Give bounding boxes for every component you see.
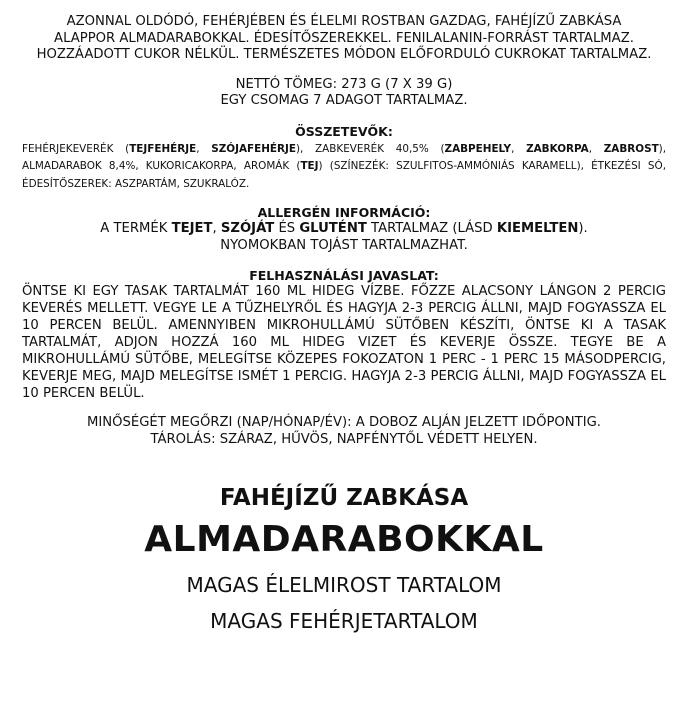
allergen-highlight: ZABPEHELY [444,142,512,155]
ingredients-text: FEHÉRJEKEVERÉK (TEJFEHÉRJE, SZÓJAFEHÉRJE), ZABKEVERÉK 40,5% (ZABPEHELY, ZABKORPA, ZABROST), ALMADARABOK 8,4%, KUKORICAKORPA, AROMÁK (TEJ) (SZÍNEZÉK: SZULFITOS-AMMÓNIÁS KARAMELL), ÉTKEZÉSI SÓ, ÉDESÍTŐSZEREK: ASZPARTÁM, SZUKRALÓZ. [22,142,667,190]
usage-text: ÖNTSE KI EGY TASAK TARTALMÁT 160 ML HIDEG VÍZBE. FŐZZE ALACSONY LÁNGON 2 PERCIG KEVERÉS MELLETT. VEGYE LE A TŰZHELYRŐL ÉS HAGYJA 2-3 PERCIG ÁLLNI, MAJD FOGYASSZA EL 10 PERCEN BELÜL. AMENNYIBEN MIKROHULLÁMÚ SÜTŐBEN KÉSZÍTI, ÖNTSE KI A TASAK TARTALMÁT, ADJON HOZZÁ 160 ML HIDEG VIZET ÉS KEVERJE ÖSSZE. TEGYE BE A MIKROHULLÁMÚ SÜTŐBE, MELEGÍTSE KÖZEPES FOKOZATON 1 PERC - 1 PERC 15 MÁSODPERCIG, KEVERJE MEG, MAJD MELEGÍTSE ISMÉT 1 PERCIG. HAGYJA 2-3 PERCIG ÁLLNI, MAJD FOGYASSZA EL 10 PERCEN BELÜL. [22,284,666,401]
allergen-highlight: TEJ [300,160,319,172]
net-weight-line: NETTÓ TÖMEG: 273 G (7 X 39 G) [235,76,453,92]
usage-title: FELHASZNÁLÁSI JAVASLAT: [249,268,439,283]
allergen-highlight: ZABKORPA [526,142,589,155]
fiber-claim: MAGAS ÉLELMIROST TARTALOM [186,573,502,597]
storage-info [22,414,666,448]
portion-count-line: EGY CSOMAG 7 ADAGOT TARTALMAZ. [220,93,468,108]
product-label [22,14,666,634]
protein-claim: MAGAS FEHÉRJETARTALOM [210,609,478,633]
allergen-info [22,220,666,254]
allergen-highlight: KIEMELTEN [496,221,579,236]
description-line: AZONNAL OLDÓDÓ, FEHÉRJÉBEN ÉS ÉLELMI ROSTBAN GAZDAG, FAHÉJÍZŰ ZABKÁSA [66,14,622,29]
allergen-highlight: ZABROST [603,142,659,155]
allergen-title: ALLERGÉN INFORMÁCIÓ: [257,205,431,220]
product-name-line2: ALMADARABOKKAL [144,519,544,560]
allergen-highlight: TEJFEHÉRJE [129,142,197,155]
product-description [22,14,666,64]
allergen-highlight: SZÓJÁT [220,221,275,236]
trace-warning: NYOMOKBAN TOJÁST TARTALMAZHAT. [220,238,468,253]
product-name-line1: FAHÉJÍZŰ ZABKÁSA [219,485,469,511]
allergen-highlight: GLUTÉNT [299,221,367,236]
description-line: HOZZÁADOTT CUKOR NÉLKÜL. TERMÉSZETES MÓDON ELŐFORDULÓ CUKROKAT TARTALMAZ. [36,47,652,62]
ingredients-title: ÖSSZETEVŐK: [295,123,393,139]
allergen-highlight: TEJET [171,221,213,236]
best-before-line: MINŐSÉGÉT MEGŐRZI (NAP/HÓNAP/ÉV): A DOBOZ ALJÁN JELZETT IDŐPONTIG. [87,415,601,430]
allergen-line: A TERMÉK TEJET, SZÓJÁT ÉS GLUTÉNT TARTALMAZ (LÁSD KIEMELTEN). [100,221,588,236]
description-line: ALAPPOR ALMADARABOKKAL. ÉDESÍTŐSZEREKKEL. FENILALANIN-FORRÁST TARTALMAZ. [54,30,634,46]
storage-line: TÁROLÁS: SZÁRAZ, HŰVÖS, NAPFÉNYTŐL VÉDETT HELYEN. [150,432,538,447]
allergen-highlight: SZÓJAFEHÉRJE [211,142,296,155]
net-weight [22,77,666,110]
